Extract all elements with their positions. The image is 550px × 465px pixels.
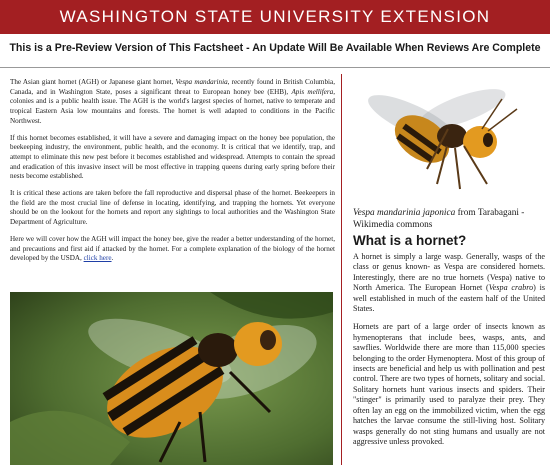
hornet-specimen-illustration xyxy=(352,74,546,204)
usda-biology-link[interactable]: click here xyxy=(83,254,112,263)
intro-paragraph-1: The Asian giant hornet (AGH) or Japanese giant hornet, Vespa mandarinia, recently found in British Columbia, Canada, and in Washington State, poses a significant threat to European honey bee (EHB), Apis mellifera, colonies and is a public health issue. The AGH is the world's largest species of hornet, native to temperate and tropical Eastern Asia low mountains and forests. The hornet is well adapted to conditions in the Pacific Northwest. xyxy=(10,78,335,125)
hornet-paragraph-2: Hornets are part of a large order of insects known as hymenopterans that include bees, wasps, ants, and sawflies. Worldwide there are more than 115,000 species belonging to the order Hymenoptera. Most of this group of insects are beneficial and help us with pollination and pest control. There are two types of hornets, solitary and social. Solitary hornets hunt various insects and spiders. Their "stinger" is primarily used to paralyze their prey. They often lay an egg on the immobilized victim, when the egg hatches the larvae consume the still-living host. Solitary wasps generally do not sting humans and usually are not aggressive unless provoked. xyxy=(353,322,545,446)
hornet-closeup-photo xyxy=(10,292,333,465)
hornet-specimen-photo xyxy=(352,74,546,204)
section-heading: What is a hornet? xyxy=(353,233,467,248)
hornet-paragraph-1: A hornet is simply a large wasp. Generally, wasps of the class or genus known- as Vespa are considered hornets. Interestingly, there are no true hornets (Vespa) native to North America. The European Hornet (Vespa crabro) is well established in much of the eastern half of the United States. xyxy=(353,252,546,314)
pre-review-notice: This is a Pre-Review Version of This Factsheet - An Update Will Be Available When Reviews Are Complete xyxy=(9,42,541,54)
intro-paragraph-4: Here we will cover how the AGH will impact the honey bee, give the reader a better understanding of the hornet, and precautions and first aid if attacked by the hornet. For a complete explanation of the biology of the hornet developed by the USDA, click here. xyxy=(10,234,335,263)
intro-paragraph-3: It is critical these actions are taken before the fall reproductive and dispersal phase of the hornet. Beekeepers in the field are the most crucial line of defense in locating, identifying, and trapping the hornets. Yet everyone should be on the lookout for the hornets and report any sightings to local authorities and the Washington State Department of Agriculture. xyxy=(10,189,335,227)
intro-paragraph-2: If this hornet becomes established, it will have a severe and damaging impact on the honey bee population, the beekeeping industry, the environment, public health, and the economy. It is critical that we identify, trap, and attempt to eliminate this new pest before it becomes established and widespread. Attempts to contain the spread and eradication of this invasive insect will be most effective in trapping queens during early spring before their nests become established. xyxy=(10,133,335,181)
photo-caption: Vespa mandarinia japonica from Tarabagani - Wikimedia commons xyxy=(353,208,525,230)
hornet-info-column xyxy=(353,206,545,455)
extension-banner: WASHINGTON STATE UNIVERSITY EXTENSION xyxy=(0,0,550,34)
notice-divider xyxy=(0,67,550,68)
column-divider xyxy=(341,74,342,465)
hornet-closeup-illustration xyxy=(10,292,333,465)
intro-column xyxy=(10,78,335,271)
